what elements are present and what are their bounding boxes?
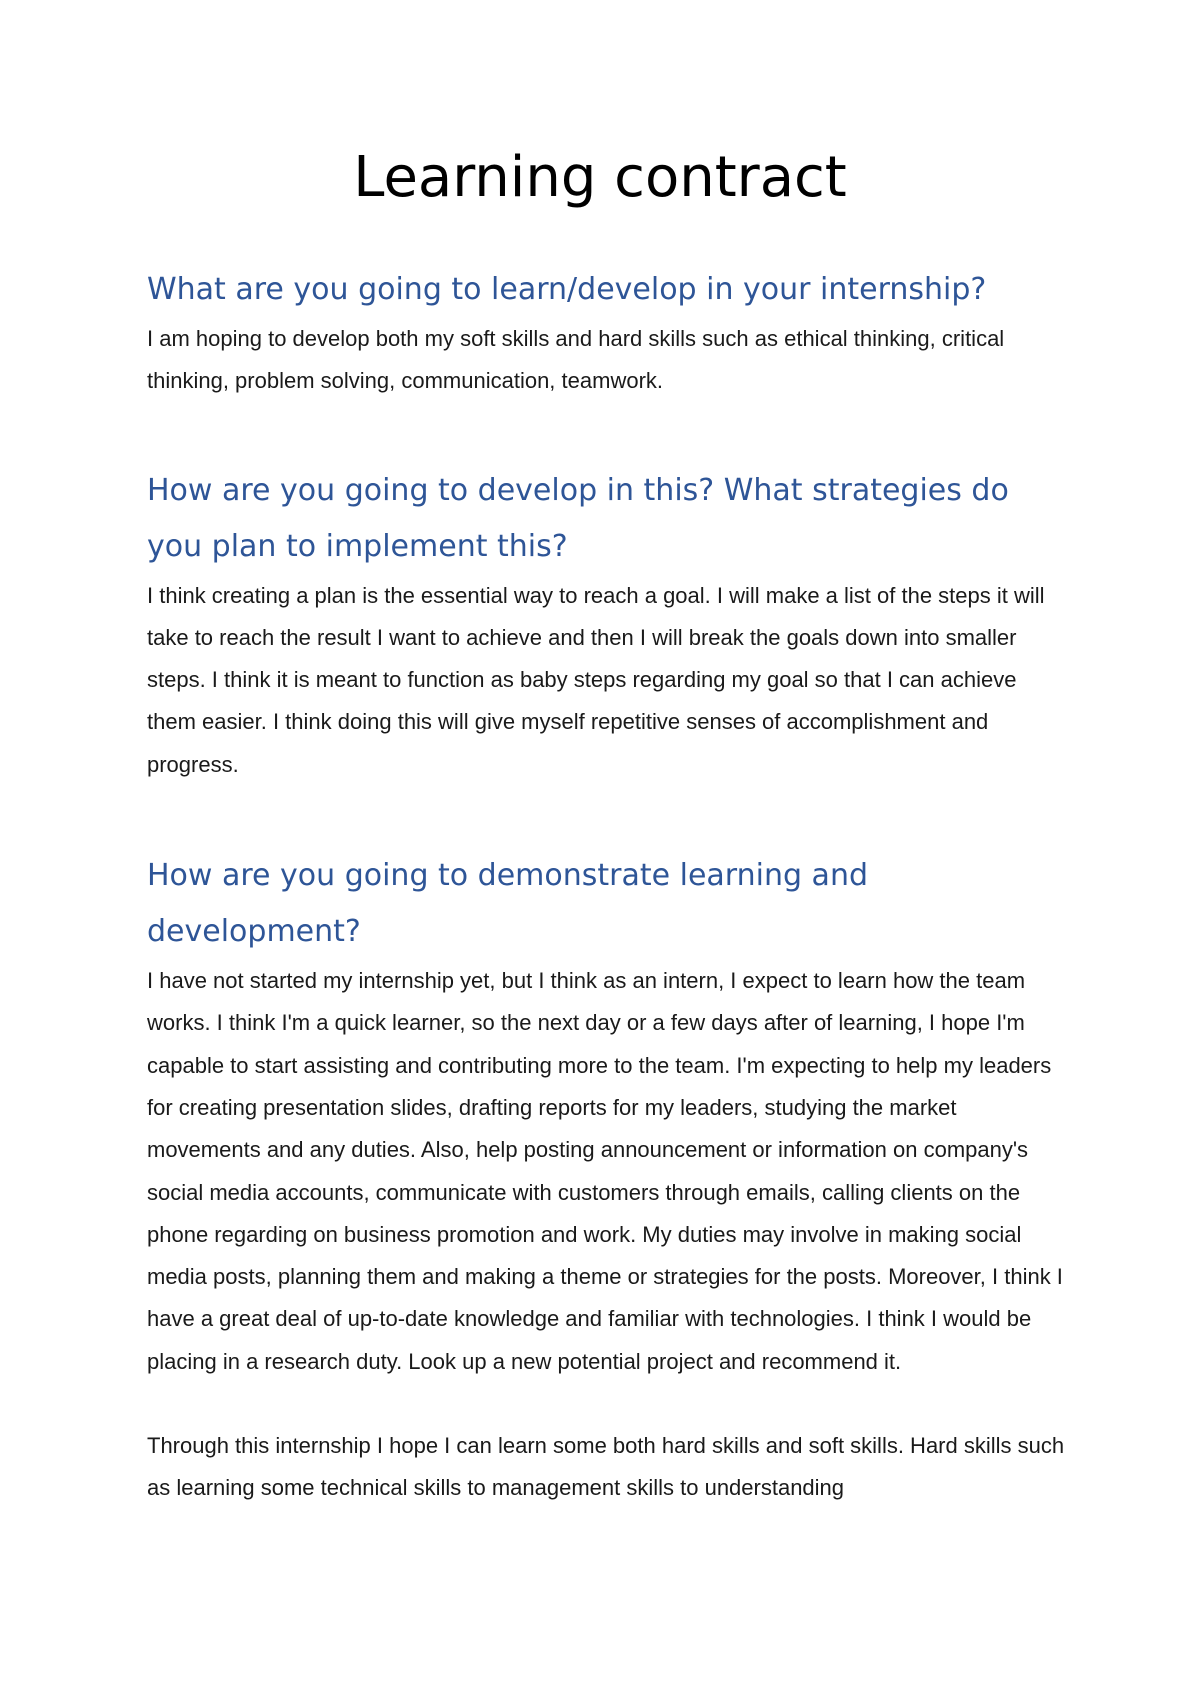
section-heading-learn: What are you going to learn/develop in your internship? <box>147 272 987 307</box>
section-body-learn: I am hoping to develop both my soft skills and hard skills such as ethical thinking, critical thinking, problem solving, communication, teamwork. <box>147 326 1005 394</box>
document-title: Learning contract <box>353 145 847 210</box>
section-body-demonstrate-continued: Through this internship I hope I can learn some both hard skills and soft skills. Hard skills such as learning some technical skills to management skills to understanding <box>147 1433 1065 1501</box>
section-heading-strategies: How are you going to develop in this? What strategies do you plan to implement this? <box>147 472 1009 564</box>
section-body-strategies: I think creating a plan is the essential way to reach a goal. I will make a list of the steps it will take to reach the result I want to achieve and then I will break the goals down into smaller steps. I think it is meant to function as baby steps regarding my goal so that I can achieve them easier. I think doing this will give myself repetitive senses of accomplishment and progress. <box>147 582 1045 777</box>
document-content <box>147 138 1067 1510</box>
section-body-demonstrate: I have not started my internship yet, but I think as an intern, I expect to learn how the team works. I think I'm a quick learner, so the next day or a few days after of learning, I hope I'm capable to start assisting and contributing more to the team. I'm expecting to help my leaders for creating presentation slides, drafting reports for my leaders, studying the market movements and any duties. Also, help posting announcement or information on company's social media accounts, communicate with customers through emails, calling clients on the phone regarding on business promotion and work. My duties may involve in making social media posts, planning them and making a theme or strategies for the posts. Moreover, I think I have a great deal of up-to-date knowledge and familiar with technologies. I think I would be placing in a research duty. Look up a new potential project and recommend it. <box>147 968 1063 1374</box>
section-heading-demonstrate: How are you going to demonstrate learning and development? <box>147 858 868 950</box>
